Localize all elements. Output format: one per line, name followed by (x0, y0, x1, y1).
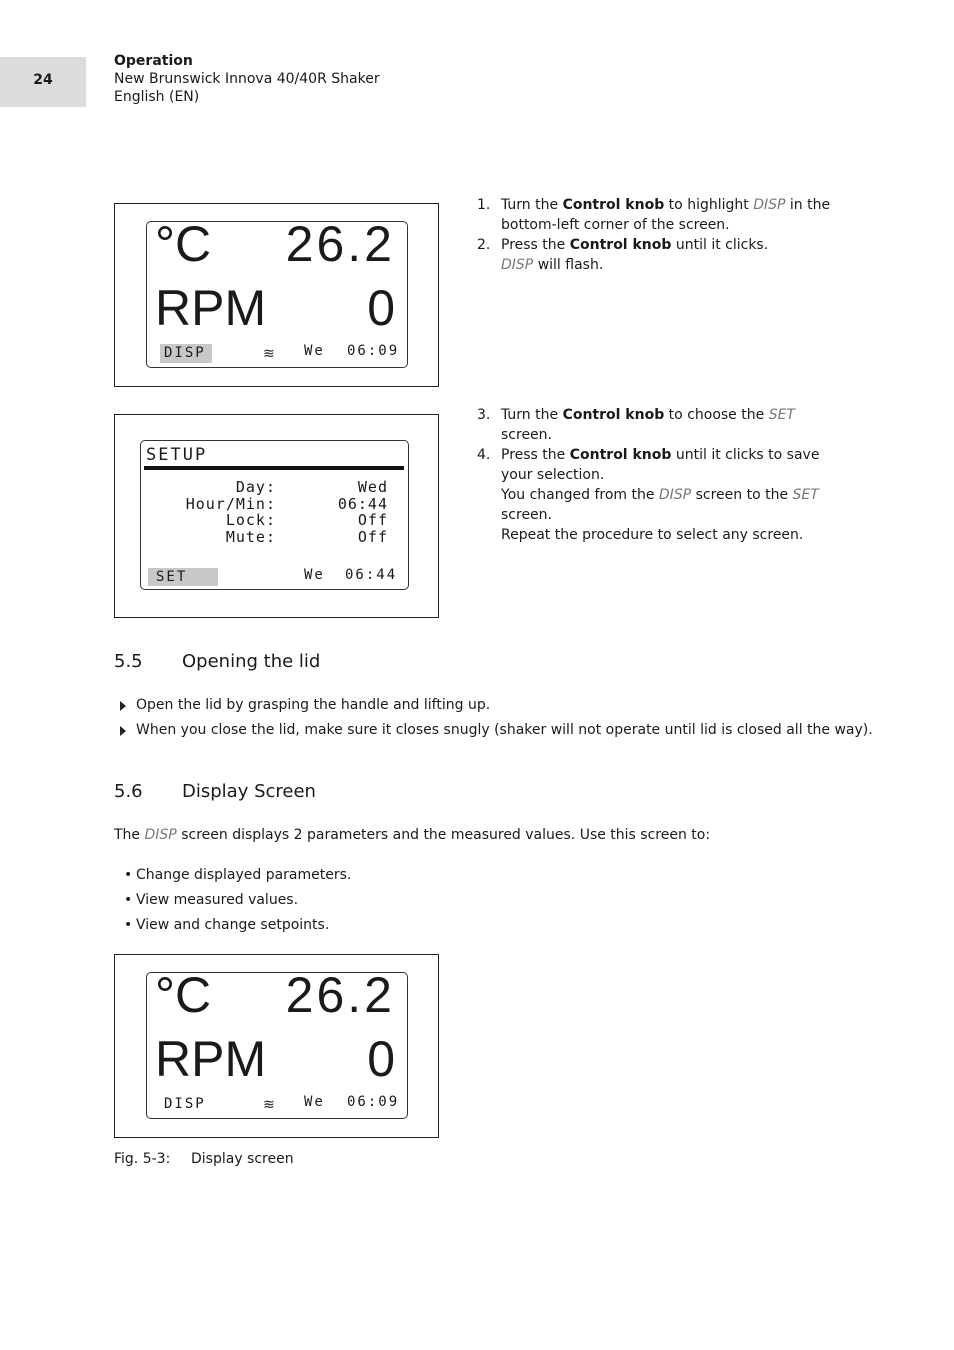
steps-1-2 (477, 195, 847, 275)
figure-caption-text: Display screen (191, 1151, 294, 1167)
setup-time: 06:44 (345, 567, 398, 583)
day-label: We (304, 1094, 325, 1110)
step-3: 3. Turn the Control knob to choose the SET screen. (477, 407, 795, 443)
list-item: • View measured values. (124, 892, 299, 908)
temp-unit: °C (155, 216, 212, 272)
setup-title: SETUP (146, 445, 208, 465)
rpm-value: 0 (367, 280, 395, 336)
lcd-screen (146, 216, 408, 368)
set-mode-highlighted: SET (148, 568, 218, 586)
rpm-label: RPM (155, 280, 267, 336)
running-header (114, 52, 380, 106)
rpm-value: 0 (367, 1031, 395, 1087)
time-label: 06:09 (347, 343, 400, 359)
shaker-icon: ≋ (263, 1097, 275, 1113)
header-language: English (EN) (114, 89, 200, 105)
rpm-label: RPM (155, 1031, 267, 1087)
setup-values: Wed 06:44 Off Off (337, 478, 388, 546)
step-1: 1. Turn the Control knob to highlight DISP in the bottom-left corner of the screen. (477, 197, 831, 233)
step-2: 2. Press the Control knob until it clicks. DISP will flash. (477, 237, 769, 273)
shaker-icon: ≋ (263, 346, 275, 362)
setup-lcd-screen (140, 440, 409, 590)
time-label: 06:09 (347, 1094, 400, 1110)
lcd-screen (146, 967, 408, 1119)
display-figure-1 (114, 203, 439, 387)
display-figure-2 (114, 954, 439, 1138)
page-number: 24 (33, 72, 53, 88)
setup-labels: Day: Hour/Min: Lock: Mute: (185, 478, 276, 546)
title-divider (144, 466, 404, 470)
figure-caption-label: Fig. 5-3: (114, 1151, 171, 1167)
setup-figure (114, 414, 439, 618)
display-uses-list (124, 867, 524, 942)
section-5-5-number: 5.5 (114, 651, 143, 672)
section-5-6-title: Display Screen (182, 781, 316, 802)
day-label: We (304, 343, 325, 359)
section-5-6-number: 5.6 (114, 781, 143, 802)
temp-value: 26.2 (285, 967, 395, 1023)
list-item: When you close the lid, make sure it closes snugly (shaker will not operate until lid is closed all the way). (120, 722, 880, 747)
setup-day: We (304, 567, 325, 583)
triangle-bullet-icon (120, 726, 126, 736)
list-item: Open the lid by grasping the handle and lifting up. (120, 697, 880, 722)
step-4: 4. Press the Control knob until it clicks to save your selection. You changed from the DISP screen to the SET screen. Repeat the procedure to select any screen. (477, 447, 820, 543)
temp-value: 26.2 (285, 216, 395, 272)
lid-instructions (120, 697, 880, 747)
section-5-5-title: Opening the lid (182, 651, 321, 672)
list-item: • View and change setpoints. (124, 917, 330, 933)
mode-label-highlighted: DISP (160, 344, 212, 363)
temp-unit: °C (155, 967, 212, 1023)
header-product: New Brunswick Innova 40/40R Shaker (114, 71, 380, 87)
header-section: Operation (114, 53, 193, 69)
list-item: • Change displayed parameters. (124, 867, 352, 883)
mode-label: DISP (164, 1096, 206, 1112)
steps-3-4 (477, 405, 847, 545)
display-intro: The DISP screen displays 2 parameters and the measured values. Use this screen to: (114, 827, 711, 843)
triangle-bullet-icon (120, 701, 126, 711)
